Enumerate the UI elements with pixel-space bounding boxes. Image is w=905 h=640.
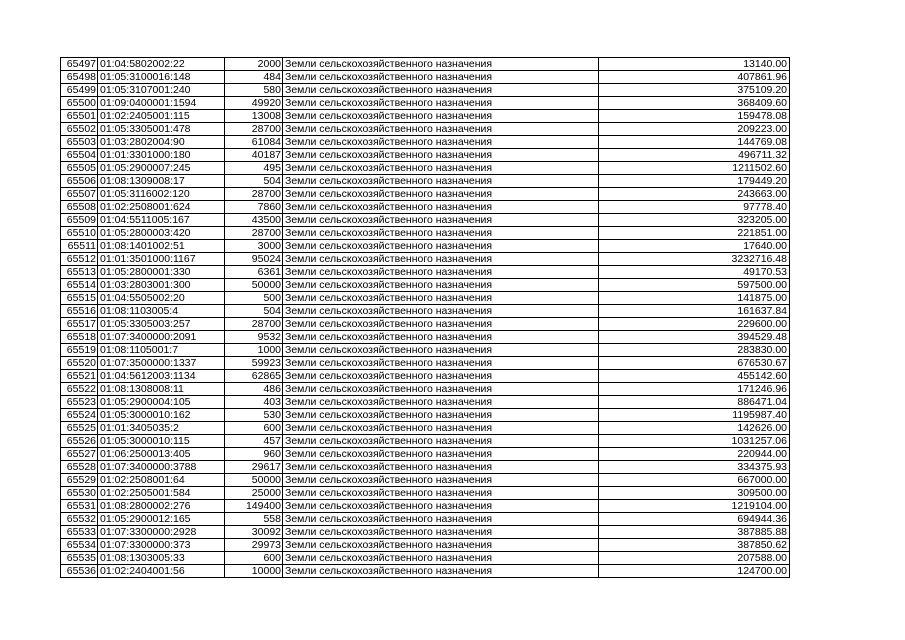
area-cell: 600 bbox=[225, 422, 283, 435]
record-id-cell: 65536 bbox=[61, 565, 98, 578]
table-row bbox=[61, 266, 790, 279]
land-category-cell: Земли сельскохозяйственного назначения bbox=[283, 331, 599, 344]
cadastral-number-cell: 01:07:3500000:1337 bbox=[98, 357, 225, 370]
table-row bbox=[61, 357, 790, 370]
cadastral-value-cell: 243663.00 bbox=[599, 188, 790, 201]
land-category-cell: Земли сельскохозяйственного назначения bbox=[283, 214, 599, 227]
table-row bbox=[61, 253, 790, 266]
cadastral-number-cell: 01:08:2800002:276 bbox=[98, 500, 225, 513]
record-id-cell: 65527 bbox=[61, 448, 98, 461]
land-category-cell: Земли сельскохозяйственного назначения bbox=[283, 201, 599, 214]
cadastral-number-cell: 01:05:2900004:105 bbox=[98, 396, 225, 409]
record-id-cell: 65523 bbox=[61, 396, 98, 409]
cadastral-value-cell: 334375.93 bbox=[599, 461, 790, 474]
table-row bbox=[61, 396, 790, 409]
record-id-cell: 65509 bbox=[61, 214, 98, 227]
land-category-cell: Земли сельскохозяйственного назначения bbox=[283, 422, 599, 435]
cadastral-number-cell: 01:05:3305001:478 bbox=[98, 123, 225, 136]
cadastral-number-cell: 01:02:2505001:584 bbox=[98, 487, 225, 500]
cadastral-value-cell: 220944.00 bbox=[599, 448, 790, 461]
record-id-cell: 65505 bbox=[61, 162, 98, 175]
cadastral-value-cell: 97778.40 bbox=[599, 201, 790, 214]
land-category-cell: Земли сельскохозяйственного назначения bbox=[283, 188, 599, 201]
cadastral-number-cell: 01:04:5511005:167 bbox=[98, 214, 225, 227]
table-row bbox=[61, 149, 790, 162]
record-id-cell: 65512 bbox=[61, 253, 98, 266]
cadastral-number-cell: 01:07:3300000:2928 bbox=[98, 526, 225, 539]
record-id-cell: 65535 bbox=[61, 552, 98, 565]
land-category-cell: Земли сельскохозяйственного назначения bbox=[283, 435, 599, 448]
table-row bbox=[61, 71, 790, 84]
record-id-cell: 65516 bbox=[61, 305, 98, 318]
land-category-cell: Земли сельскохозяйственного назначения bbox=[283, 409, 599, 422]
record-id-cell: 65514 bbox=[61, 279, 98, 292]
land-category-cell: Земли сельскохозяйственного назначения bbox=[283, 552, 599, 565]
record-id-cell: 65498 bbox=[61, 71, 98, 84]
cadastral-number-cell: 01:08:1303005:33 bbox=[98, 552, 225, 565]
cadastral-value-cell: 142626.00 bbox=[599, 422, 790, 435]
cadastral-number-cell: 01:04:5612003:1134 bbox=[98, 370, 225, 383]
land-category-cell: Земли сельскохозяйственного назначения bbox=[283, 396, 599, 409]
cadastral-number-cell: 01:05:2900007:245 bbox=[98, 162, 225, 175]
table-row bbox=[61, 461, 790, 474]
table-row bbox=[61, 370, 790, 383]
cadastral-value-cell: 229600.00 bbox=[599, 318, 790, 331]
cadastral-value-cell: 496711.32 bbox=[599, 149, 790, 162]
table-row bbox=[61, 513, 790, 526]
record-id-cell: 65518 bbox=[61, 331, 98, 344]
land-records-table bbox=[60, 57, 790, 578]
cadastral-number-cell: 01:05:3305003:257 bbox=[98, 318, 225, 331]
area-cell: 29973 bbox=[225, 539, 283, 552]
area-cell: 28700 bbox=[225, 123, 283, 136]
table-row bbox=[61, 175, 790, 188]
table-row bbox=[61, 435, 790, 448]
cadastral-value-cell: 667000.00 bbox=[599, 474, 790, 487]
land-category-cell: Земли сельскохозяйственного назначения bbox=[283, 461, 599, 474]
land-category-cell: Земли сельскохозяйственного назначения bbox=[283, 266, 599, 279]
table-row bbox=[61, 383, 790, 396]
land-category-cell: Земли сельскохозяйственного назначения bbox=[283, 305, 599, 318]
cadastral-number-cell: 01:05:3100016:148 bbox=[98, 71, 225, 84]
cadastral-number-cell: 01:04:5802002:22 bbox=[98, 58, 225, 71]
land-category-cell: Земли сельскохозяйственного назначения bbox=[283, 149, 599, 162]
area-cell: 29617 bbox=[225, 461, 283, 474]
area-cell: 403 bbox=[225, 396, 283, 409]
cadastral-value-cell: 49170.53 bbox=[599, 266, 790, 279]
cadastral-number-cell: 01:05:3000010:115 bbox=[98, 435, 225, 448]
table-row bbox=[61, 344, 790, 357]
table-row bbox=[61, 162, 790, 175]
cadastral-value-cell: 144769.08 bbox=[599, 136, 790, 149]
record-id-cell: 65503 bbox=[61, 136, 98, 149]
table-row bbox=[61, 448, 790, 461]
record-id-cell: 65521 bbox=[61, 370, 98, 383]
record-id-cell: 65532 bbox=[61, 513, 98, 526]
record-id-cell: 65529 bbox=[61, 474, 98, 487]
record-id-cell: 65525 bbox=[61, 422, 98, 435]
area-cell: 40187 bbox=[225, 149, 283, 162]
area-cell: 960 bbox=[225, 448, 283, 461]
land-category-cell: Земли сельскохозяйственного назначения bbox=[283, 474, 599, 487]
table-row bbox=[61, 214, 790, 227]
area-cell: 530 bbox=[225, 409, 283, 422]
cadastral-value-cell: 309500.00 bbox=[599, 487, 790, 500]
land-category-cell: Земли сельскохозяйственного назначения bbox=[283, 110, 599, 123]
land-category-cell: Земли сельскохозяйственного назначения bbox=[283, 253, 599, 266]
cadastral-number-cell: 01:03:2802004:90 bbox=[98, 136, 225, 149]
cadastral-value-cell: 407861.96 bbox=[599, 71, 790, 84]
cadastral-number-cell: 01:08:1308008:11 bbox=[98, 383, 225, 396]
cadastral-value-cell: 375109.20 bbox=[599, 84, 790, 97]
area-cell: 61084 bbox=[225, 136, 283, 149]
land-category-cell: Земли сельскохозяйственного назначения bbox=[283, 344, 599, 357]
area-cell: 28700 bbox=[225, 318, 283, 331]
cadastral-value-cell: 597500.00 bbox=[599, 279, 790, 292]
land-category-cell: Земли сельскохозяйственного назначения bbox=[283, 487, 599, 500]
cadastral-number-cell: 01:05:2800003:420 bbox=[98, 227, 225, 240]
cadastral-value-cell: 283830.00 bbox=[599, 344, 790, 357]
record-id-cell: 65507 bbox=[61, 188, 98, 201]
cadastral-value-cell: 387850.62 bbox=[599, 539, 790, 552]
cadastral-number-cell: 01:02:2508001:64 bbox=[98, 474, 225, 487]
area-cell: 10000 bbox=[225, 565, 283, 578]
land-category-cell: Земли сельскохозяйственного назначения bbox=[283, 123, 599, 136]
cadastral-number-cell: 01:04:5505002:20 bbox=[98, 292, 225, 305]
cadastral-number-cell: 01:06:2500013:405 bbox=[98, 448, 225, 461]
land-category-cell: Земли сельскохозяйственного назначения bbox=[283, 71, 599, 84]
cadastral-value-cell: 171246.96 bbox=[599, 383, 790, 396]
table-row bbox=[61, 318, 790, 331]
land-records-table-body bbox=[61, 58, 790, 578]
land-category-cell: Земли сельскохозяйственного назначения bbox=[283, 227, 599, 240]
record-id-cell: 65517 bbox=[61, 318, 98, 331]
table-row bbox=[61, 526, 790, 539]
area-cell: 486 bbox=[225, 383, 283, 396]
cadastral-number-cell: 01:07:3400000:2091 bbox=[98, 331, 225, 344]
area-cell: 49920 bbox=[225, 97, 283, 110]
table-row bbox=[61, 136, 790, 149]
cadastral-value-cell: 387885.88 bbox=[599, 526, 790, 539]
cadastral-value-cell: 3232716.48 bbox=[599, 253, 790, 266]
cadastral-number-cell: 01:07:3400000:3788 bbox=[98, 461, 225, 474]
cadastral-value-cell: 1219104.00 bbox=[599, 500, 790, 513]
cadastral-number-cell: 01:05:2900012:165 bbox=[98, 513, 225, 526]
cadastral-value-cell: 368409.60 bbox=[599, 97, 790, 110]
cadastral-value-cell: 694944.36 bbox=[599, 513, 790, 526]
cadastral-number-cell: 01:05:2800001:330 bbox=[98, 266, 225, 279]
land-category-cell: Земли сельскохозяйственного назначения bbox=[283, 383, 599, 396]
area-cell: 13008 bbox=[225, 110, 283, 123]
area-cell: 457 bbox=[225, 435, 283, 448]
land-category-cell: Земли сельскохозяйственного назначения bbox=[283, 539, 599, 552]
cadastral-value-cell: 1211502.60 bbox=[599, 162, 790, 175]
table-row bbox=[61, 188, 790, 201]
record-id-cell: 65528 bbox=[61, 461, 98, 474]
table-row bbox=[61, 110, 790, 123]
record-id-cell: 65501 bbox=[61, 110, 98, 123]
table-row bbox=[61, 474, 790, 487]
area-cell: 30092 bbox=[225, 526, 283, 539]
land-category-cell: Земли сельскохозяйственного назначения bbox=[283, 84, 599, 97]
land-category-cell: Земли сельскохозяйственного назначения bbox=[283, 448, 599, 461]
cadastral-value-cell: 394529.48 bbox=[599, 331, 790, 344]
cadastral-value-cell: 207588.00 bbox=[599, 552, 790, 565]
cadastral-number-cell: 01:05:3116002:120 bbox=[98, 188, 225, 201]
table-row bbox=[61, 227, 790, 240]
area-cell: 558 bbox=[225, 513, 283, 526]
cadastral-number-cell: 01:08:1309008:17 bbox=[98, 175, 225, 188]
record-id-cell: 65508 bbox=[61, 201, 98, 214]
cadastral-value-cell: 17640.00 bbox=[599, 240, 790, 253]
land-category-cell: Земли сельскохозяйственного назначения bbox=[283, 279, 599, 292]
land-category-cell: Земли сельскохозяйственного назначения bbox=[283, 370, 599, 383]
table-row bbox=[61, 84, 790, 97]
table-row bbox=[61, 409, 790, 422]
area-cell: 95024 bbox=[225, 253, 283, 266]
record-id-cell: 65519 bbox=[61, 344, 98, 357]
land-category-cell: Земли сельскохозяйственного назначения bbox=[283, 175, 599, 188]
table-row bbox=[61, 201, 790, 214]
table-row bbox=[61, 279, 790, 292]
table-row bbox=[61, 97, 790, 110]
cadastral-number-cell: 01:01:3301000:180 bbox=[98, 149, 225, 162]
record-id-cell: 65502 bbox=[61, 123, 98, 136]
record-id-cell: 65510 bbox=[61, 227, 98, 240]
record-id-cell: 65500 bbox=[61, 97, 98, 110]
area-cell: 6361 bbox=[225, 266, 283, 279]
table-row bbox=[61, 422, 790, 435]
cadastral-number-cell: 01:01:3501000:1167 bbox=[98, 253, 225, 266]
area-cell: 62865 bbox=[225, 370, 283, 383]
table-row bbox=[61, 240, 790, 253]
land-category-cell: Земли сельскохозяйственного назначения bbox=[283, 240, 599, 253]
land-category-cell: Земли сельскохозяйственного назначения bbox=[283, 97, 599, 110]
cadastral-number-cell: 01:08:1105001:7 bbox=[98, 344, 225, 357]
land-category-cell: Земли сельскохозяйственного назначения bbox=[283, 565, 599, 578]
cadastral-number-cell: 01:07:3300000:373 bbox=[98, 539, 225, 552]
table-row bbox=[61, 331, 790, 344]
cadastral-value-cell: 455142.60 bbox=[599, 370, 790, 383]
record-id-cell: 65533 bbox=[61, 526, 98, 539]
table-row bbox=[61, 539, 790, 552]
cadastral-value-cell: 1031257.06 bbox=[599, 435, 790, 448]
record-id-cell: 65513 bbox=[61, 266, 98, 279]
area-cell: 9532 bbox=[225, 331, 283, 344]
area-cell: 600 bbox=[225, 552, 283, 565]
record-id-cell: 65524 bbox=[61, 409, 98, 422]
cadastral-number-cell: 01:01:3405035:2 bbox=[98, 422, 225, 435]
area-cell: 2000 bbox=[225, 58, 283, 71]
cadastral-number-cell: 01:08:1401002:51 bbox=[98, 240, 225, 253]
table-row bbox=[61, 305, 790, 318]
record-id-cell: 65511 bbox=[61, 240, 98, 253]
area-cell: 149400 bbox=[225, 500, 283, 513]
area-cell: 3000 bbox=[225, 240, 283, 253]
area-cell: 504 bbox=[225, 305, 283, 318]
land-category-cell: Земли сельскохозяйственного назначения bbox=[283, 136, 599, 149]
record-id-cell: 65499 bbox=[61, 84, 98, 97]
record-id-cell: 65520 bbox=[61, 357, 98, 370]
cadastral-number-cell: 01:08:1103005:4 bbox=[98, 305, 225, 318]
record-id-cell: 65515 bbox=[61, 292, 98, 305]
land-category-cell: Земли сельскохозяйственного назначения bbox=[283, 500, 599, 513]
cadastral-value-cell: 159478.08 bbox=[599, 110, 790, 123]
land-category-cell: Земли сельскохозяйственного назначения bbox=[283, 526, 599, 539]
land-category-cell: Земли сельскохозяйственного назначения bbox=[283, 513, 599, 526]
area-cell: 59923 bbox=[225, 357, 283, 370]
record-id-cell: 65497 bbox=[61, 58, 98, 71]
cadastral-number-cell: 01:05:3000010:162 bbox=[98, 409, 225, 422]
record-id-cell: 65534 bbox=[61, 539, 98, 552]
cadastral-number-cell: 01:02:2405001:115 bbox=[98, 110, 225, 123]
area-cell: 500 bbox=[225, 292, 283, 305]
land-category-cell: Земли сельскохозяйственного назначения bbox=[283, 357, 599, 370]
record-id-cell: 65522 bbox=[61, 383, 98, 396]
land-category-cell: Земли сельскохозяйственного назначения bbox=[283, 292, 599, 305]
cadastral-value-cell: 124700.00 bbox=[599, 565, 790, 578]
area-cell: 7860 bbox=[225, 201, 283, 214]
record-id-cell: 65506 bbox=[61, 175, 98, 188]
area-cell: 580 bbox=[225, 84, 283, 97]
table-row bbox=[61, 487, 790, 500]
area-cell: 484 bbox=[225, 71, 283, 84]
cadastral-value-cell: 323205.00 bbox=[599, 214, 790, 227]
cadastral-value-cell: 1195987.40 bbox=[599, 409, 790, 422]
cadastral-number-cell: 01:02:2508001:624 bbox=[98, 201, 225, 214]
cadastral-value-cell: 141875.00 bbox=[599, 292, 790, 305]
area-cell: 28700 bbox=[225, 188, 283, 201]
area-cell: 50000 bbox=[225, 474, 283, 487]
table-row bbox=[61, 58, 790, 71]
cadastral-number-cell: 01:09:0400001:1594 bbox=[98, 97, 225, 110]
record-id-cell: 65504 bbox=[61, 149, 98, 162]
cadastral-value-cell: 886471.04 bbox=[599, 396, 790, 409]
record-id-cell: 65526 bbox=[61, 435, 98, 448]
table-row bbox=[61, 292, 790, 305]
land-category-cell: Земли сельскохозяйственного назначения bbox=[283, 318, 599, 331]
cadastral-value-cell: 676530.67 bbox=[599, 357, 790, 370]
area-cell: 50000 bbox=[225, 279, 283, 292]
table-row bbox=[61, 565, 790, 578]
record-id-cell: 65531 bbox=[61, 500, 98, 513]
cadastral-value-cell: 221851.00 bbox=[599, 227, 790, 240]
table-row bbox=[61, 123, 790, 136]
area-cell: 25000 bbox=[225, 487, 283, 500]
cadastral-number-cell: 01:05:3107001:240 bbox=[98, 84, 225, 97]
cadastral-value-cell: 13140.00 bbox=[599, 58, 790, 71]
area-cell: 504 bbox=[225, 175, 283, 188]
cadastral-number-cell: 01:03:2803001:300 bbox=[98, 279, 225, 292]
cadastral-value-cell: 179449.20 bbox=[599, 175, 790, 188]
cadastral-value-cell: 209223.00 bbox=[599, 123, 790, 136]
cadastral-number-cell: 01:02:2404001:56 bbox=[98, 565, 225, 578]
record-id-cell: 65530 bbox=[61, 487, 98, 500]
area-cell: 43500 bbox=[225, 214, 283, 227]
area-cell: 28700 bbox=[225, 227, 283, 240]
cadastral-value-cell: 161637.84 bbox=[599, 305, 790, 318]
area-cell: 1000 bbox=[225, 344, 283, 357]
land-category-cell: Земли сельскохозяйственного назначения bbox=[283, 58, 599, 71]
table-row bbox=[61, 500, 790, 513]
area-cell: 495 bbox=[225, 162, 283, 175]
land-category-cell: Земли сельскохозяйственного назначения bbox=[283, 162, 599, 175]
table-row bbox=[61, 552, 790, 565]
